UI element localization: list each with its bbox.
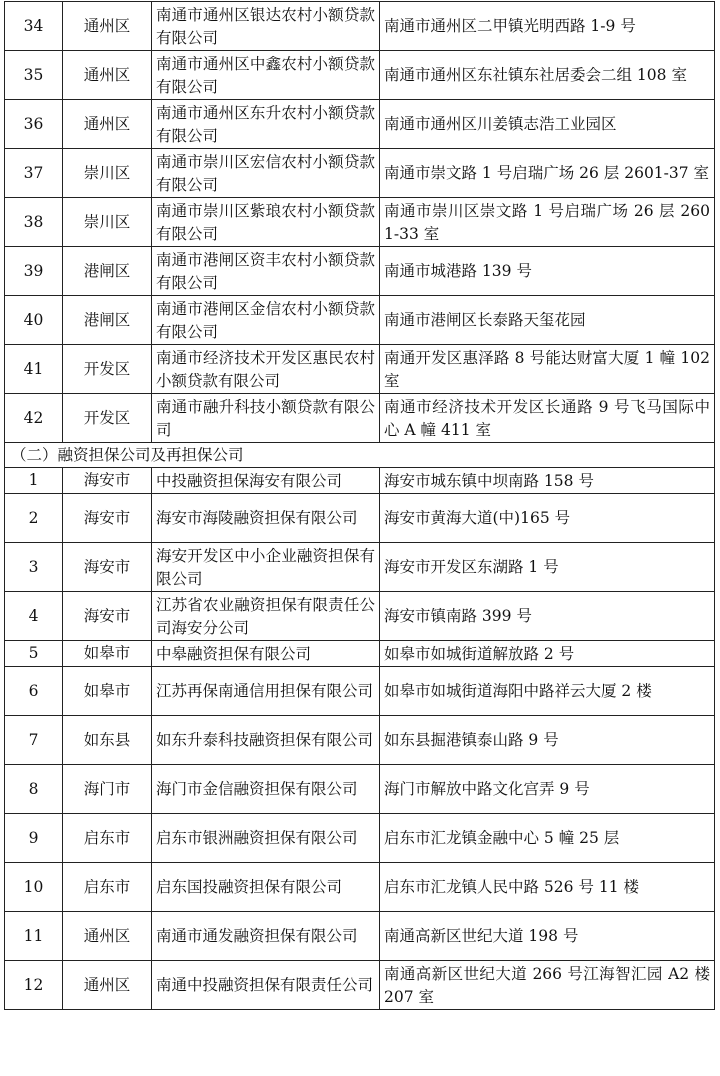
section-header-row [5,443,715,468]
table-row [5,641,715,667]
table-row [5,765,715,814]
company-name-cell: 南通市通州区银达农村小额贷款有限公司 [152,2,380,51]
company-table [4,1,715,1010]
row-number: 35 [5,51,63,100]
table-row [5,2,715,51]
row-number: 2 [5,494,63,543]
address-cell: 海门市解放中路文化宫弄 9 号 [380,765,715,814]
table-row [5,100,715,149]
company-name-cell: 江苏省农业融资担保有限责任公司海安分公司 [152,592,380,641]
company-name-cell: 海门市金信融资担保有限公司 [152,765,380,814]
district-cell: 通州区 [63,912,152,961]
section-title: （二）融资担保公司及再担保公司 [5,443,715,468]
row-number: 9 [5,814,63,863]
row-number: 36 [5,100,63,149]
district-cell: 崇川区 [63,198,152,247]
address-cell: 南通市通州区东社镇东社居委会二组 108 室 [380,51,715,100]
table-row [5,716,715,765]
address-cell: 海安市镇南路 399 号 [380,592,715,641]
address-cell: 南通市崇文路 1 号启瑞广场 26 层 2601-37 室 [380,149,715,198]
district-cell: 启东市 [63,863,152,912]
address-cell: 南通高新区世纪大道 198 号 [380,912,715,961]
table-row [5,51,715,100]
address-cell: 南通市通州区二甲镇光明西路 1-9 号 [380,2,715,51]
company-name-cell: 南通市港闸区金信农村小额贷款有限公司 [152,296,380,345]
table-row [5,296,715,345]
district-cell: 如皋市 [63,641,152,667]
row-number: 8 [5,765,63,814]
address-cell: 如皋市如城街道海阳中路祥云大厦 2 楼 [380,667,715,716]
district-cell: 启东市 [63,814,152,863]
table-row [5,863,715,912]
row-number: 38 [5,198,63,247]
district-cell: 如东县 [63,716,152,765]
company-name-cell: 南通市经济技术开发区惠民农村小额贷款有限公司 [152,345,380,394]
district-cell: 通州区 [63,961,152,1010]
company-name-cell: 南通市通发融资担保有限公司 [152,912,380,961]
table-row [5,345,715,394]
company-name-cell: 南通市通州区东升农村小额贷款有限公司 [152,100,380,149]
district-cell: 海门市 [63,765,152,814]
district-cell: 海安市 [63,592,152,641]
table-row [5,247,715,296]
table-row [5,961,715,1010]
table-row [5,468,715,494]
row-number: 39 [5,247,63,296]
table-row [5,667,715,716]
table-row [5,394,715,443]
company-name-cell: 海安开发区中小企业融资担保有限公司 [152,543,380,592]
company-name-cell: 江苏再保南通信用担保有限公司 [152,667,380,716]
company-name-cell: 中投融资担保海安有限公司 [152,468,380,494]
table-row [5,149,715,198]
row-number: 37 [5,149,63,198]
table-row [5,198,715,247]
address-cell: 启东市汇龙镇人民中路 526 号 11 楼 [380,863,715,912]
row-number: 12 [5,961,63,1010]
district-cell: 海安市 [63,543,152,592]
company-name-cell: 启东国投融资担保有限公司 [152,863,380,912]
company-name-cell: 南通市通州区中鑫农村小额贷款有限公司 [152,51,380,100]
district-cell: 海安市 [63,468,152,494]
row-number: 42 [5,394,63,443]
address-cell: 南通开发区惠泽路 8 号能达财富大厦 1 幢 102 室 [380,345,715,394]
row-number: 40 [5,296,63,345]
district-cell: 开发区 [63,394,152,443]
district-cell: 崇川区 [63,149,152,198]
row-number: 3 [5,543,63,592]
company-name-cell: 南通市融升科技小额贷款有限公司 [152,394,380,443]
address-cell: 如皋市如城街道解放路 2 号 [380,641,715,667]
company-name-cell: 海安市海陵融资担保有限公司 [152,494,380,543]
district-cell: 通州区 [63,2,152,51]
district-cell: 通州区 [63,51,152,100]
address-cell: 南通市港闸区长泰路天玺花园 [380,296,715,345]
company-name-cell: 南通中投融资担保有限责任公司 [152,961,380,1010]
address-cell: 南通市崇川区崇文路 1 号启瑞广场 26 层 2601-33 室 [380,198,715,247]
address-cell: 海安市开发区东湖路 1 号 [380,543,715,592]
address-cell: 南通市经济技术开发区长通路 9 号飞马国际中心 A 幢 411 室 [380,394,715,443]
table-row [5,912,715,961]
address-cell: 海安市城东镇中坝南路 158 号 [380,468,715,494]
row-number: 6 [5,667,63,716]
district-cell: 港闸区 [63,247,152,296]
table-row [5,494,715,543]
address-cell: 南通市城港路 139 号 [380,247,715,296]
table-row [5,543,715,592]
row-number: 4 [5,592,63,641]
row-number: 10 [5,863,63,912]
district-cell: 港闸区 [63,296,152,345]
row-number: 41 [5,345,63,394]
company-name-cell: 南通市港闸区资丰农村小额贷款有限公司 [152,247,380,296]
table-row [5,592,715,641]
district-cell: 如皋市 [63,667,152,716]
district-cell: 海安市 [63,494,152,543]
table-row [5,814,715,863]
company-name-cell: 南通市崇川区宏信农村小额贷款有限公司 [152,149,380,198]
row-number: 7 [5,716,63,765]
company-name-cell: 如东升泰科技融资担保有限公司 [152,716,380,765]
address-cell: 南通高新区世纪大道 266 号江海智汇园 A2 楼 207 室 [380,961,715,1010]
row-number: 1 [5,468,63,494]
company-name-cell: 南通市崇川区紫琅农村小额贷款有限公司 [152,198,380,247]
address-cell: 启东市汇龙镇金融中心 5 幢 25 层 [380,814,715,863]
company-name-cell: 启东市银洲融资担保有限公司 [152,814,380,863]
company-name-cell: 中皋融资担保有限公司 [152,641,380,667]
district-cell: 开发区 [63,345,152,394]
row-number: 34 [5,2,63,51]
row-number: 11 [5,912,63,961]
address-cell: 海安市黄海大道(中)165 号 [380,494,715,543]
address-cell: 南通市通州区川姜镇志浩工业园区 [380,100,715,149]
address-cell: 如东县掘港镇泰山路 9 号 [380,716,715,765]
district-cell: 通州区 [63,100,152,149]
row-number: 5 [5,641,63,667]
